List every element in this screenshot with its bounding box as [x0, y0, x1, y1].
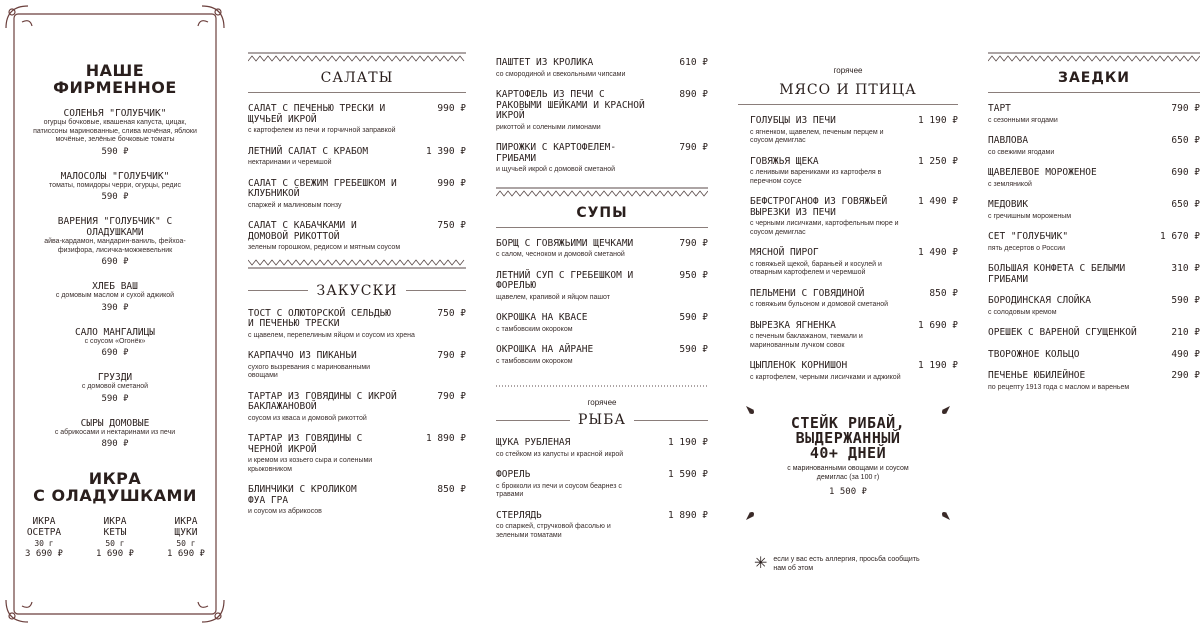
allergy-note: ✳ если у вас есть аллергия, просьба сообщить нам об этом: [754, 553, 920, 572]
list-item: САЛАТ С КАБАЧКАМИ И ДОМОВОЙ РИКОТТОЙ 750 ₽ зеленым горошком, редисом и мятным соусом: [248, 220, 466, 251]
list-item: ФОРЕЛЬ 1 590 ₽ с брокколи из печи и соусом беарнез с травами: [496, 469, 708, 498]
list-item: ХЛЕБ ВАШ с домовым маслом и сухой аджикой 390 ₽: [55, 281, 175, 313]
list-item: ВАРЕНИЯ "ГОЛУБЧИК" С ОЛАДУШКАМИ айва-кардамон, мандарин-ваниль, фейхоа-физифора, лисичка-можжевельник 690 ₽: [44, 216, 186, 267]
list-item: ГРУЗДИ с домовой сметаной 590 ₽: [81, 372, 149, 404]
zigzag-divider: [988, 52, 1200, 62]
list-item: ГОВЯЖЬЯ ЩЕКА 1 250 ₽ с ленивыми варениками из картофеля в перечном соусе: [750, 155, 958, 185]
list-item: ТАРТАР ИЗ ГОВЯДИНЫ С ИКРОЙ БАКЛАЖАНОВОЙ 790 ₽ соусом из кваса и домовой рикоттой: [248, 390, 466, 422]
list-item: ПИРОЖКИ С КАРТОФЕЛЕМ-ГРИБАМИ 790 ₽ и щучьей икрой с домовой сметаной: [496, 142, 708, 173]
divider: [738, 104, 958, 105]
list-item: ПЕЧЕНЬЕ ЮБИЛЕЙНОЕ 290 ₽ по рецепту 1913 года с маслом и вареньем: [988, 370, 1200, 391]
section-subtitle-fish: горячее: [587, 398, 617, 407]
zigzag-divider: [496, 187, 708, 197]
section-header-starters: [248, 283, 466, 299]
list-item: ПАВЛОВА 650 ₽ со свежими ягодами: [988, 135, 1200, 156]
list-item: СЫРЫ ДОМОВЫЕ с абрикосами и нектаринами из печи 890 ₽: [54, 417, 176, 449]
list-item: ЛЕТНИЙ САЛАТ С КРАБОМ 1 390 ₽ нектаринами и черемшой: [248, 145, 466, 166]
section-header-fish: [496, 412, 708, 428]
list-item: КАРПАЧЧО ИЗ ПИКАНЬИ 790 ₽ сухого вызревания с маринованными овощами: [248, 350, 466, 379]
list-item: ЩУКА РУБЛЕНАЯ 1 190 ₽ со стейком из капусты и красной икрой: [496, 437, 708, 458]
list-item: БОЛЬШАЯ КОНФЕТА С БЕЛЫМИ ГРИБАМИ 310 ₽: [988, 263, 1200, 285]
list-item: САЛАТ С СВЕЖИМ ГРЕБЕШКОМ И КЛУБНИКОЙ 990 ₽ спаржей и малиновым понзу: [248, 177, 466, 209]
salads-starters-column: [248, 0, 466, 630]
list-item: ТВОРОЖНОЕ КОЛЬЦО 490 ₽: [988, 348, 1200, 360]
soups-fish-column: [496, 0, 708, 630]
list-item: ГОЛУБЦЫ ИЗ ПЕЧИ 1 190 ₽ с ягненком, щавелем, печеным перцем и соусом демиглас: [750, 115, 958, 144]
meat-column: [738, 0, 958, 630]
list-item: ВЫРЕЗКА ЯГНЕНКА 1 690 ₽ с печеным баклажаном, ткемали и маринованным лучком совок: [750, 319, 958, 349]
list-item: ПАШТЕТ ИЗ КРОЛИКА 610 ₽ со смородиной и свекольными чипсами: [496, 57, 708, 78]
list-item: ЦЫПЛЕНОК КОРНИШОН 1 190 ₽ с картофелем, черными лисичками и аджикой: [750, 360, 958, 381]
dotted-divider: [496, 382, 708, 390]
divider: [988, 92, 1200, 93]
list-item: БЛИНЧИКИ С КРОЛИКОМ ФУА ГРА 850 ₽ и соусом из абрикосов: [248, 484, 466, 515]
section-title-desserts: ЗАЕДКИ: [1058, 70, 1130, 86]
section-title-starters: ЗАКУСКИ: [316, 282, 398, 299]
list-item: СОЛЕНЬЯ "ГОЛУБЧИК" огурцы бочковые, квашеная капуста, цицак, патиссоны маринованные, слива мочёная, яблоки мочёные, зелёные бочковые томаты 590 ₽: [33, 108, 197, 157]
section-title-salads: САЛАТЫ: [320, 70, 394, 86]
divider: [496, 227, 708, 228]
list-item: ТАРТАР ИЗ ГОВЯДИНЫ С ЧЕРНОЙ ИКРОЙ 1 890 ₽ и кремом из козьего сыра и солеными крыжовником: [248, 433, 466, 473]
list-item: САЛО МАНГАЛИЦЫ с соусом «Огонёк» 690 ₽: [74, 326, 156, 358]
section-title-fish: РЫБА: [577, 412, 627, 428]
desserts-column: [988, 0, 1200, 630]
zigzag-divider: [248, 259, 466, 269]
signature-title: НАШЕ ФИРМЕННОЕ: [53, 61, 177, 97]
list-item: ИКРА КЕТЫ 50 г 1 690 ₽: [96, 516, 134, 559]
list-item: МЯСНОЙ ПИРОГ 1 490 ₽ с говяжьей щекой, бараньей и косулей и отварным картофелем и черемшой: [750, 247, 958, 276]
list-item: ОКРОШКА НА АЙРАНЕ 590 ₽ с тамбовским окороком: [496, 344, 708, 365]
section-title-soups: СУПЫ: [576, 204, 628, 221]
caviar-title: ИКРА С ОЛАДУШКАМИ: [33, 469, 197, 505]
steak-special: СТЕЙК РИБАЙ, ВЫДЕРЖАННЫЙ 40+ ДНЕЙ с маринованными овощами и соусом демиглас (за 100 г) 1 500 ₽: [787, 414, 909, 497]
list-item: КАРТОФЕЛЬ ИЗ ПЕЧИ С РАКОВЫМИ ШЕЙКАМИ И КРАСНОЙ ИКРОЙ 890 ₽ рикоттой и солеными лимонами: [496, 89, 708, 131]
list-item: ИКРА ЩУКИ 50 г 1 690 ₽: [167, 516, 205, 559]
list-item: ЛЕТНИЙ СУП С ГРЕБЕШКОМ И ФОРЕЛЬЮ 950 ₽ щавелем, крапивой и яйцом пашот: [496, 269, 708, 301]
list-item: МЕДОВИК 650 ₽ с гречишным мороженым: [988, 199, 1200, 220]
section-subtitle-meat: горячее: [833, 66, 863, 75]
list-item: СТЕРЛЯДЬ 1 890 ₽ со спаржей, стручковой фасолью и зелеными томатами: [496, 509, 708, 539]
list-item: ОРЕШЕК С ВАРЕНОЙ СГУЩЕНКОЙ 210 ₽: [988, 327, 1200, 338]
list-item: СЕТ "ГОЛУБЧИК" 1 670 ₽ пять десертов о России: [988, 231, 1200, 252]
list-item: МАЛОСОЛЫ "ГОЛУБЧИК" томаты, помидоры черри, огурцы, редис 590 ₽: [49, 170, 181, 202]
list-item: БЕФСТРОГАНОФ ИЗ ГОВЯЖЬЕЙ ВЫРЕЗКИ ИЗ ПЕЧИ 1 490 ₽ с черными лисичками, картофельным пюре и соусом демиглас: [750, 196, 958, 236]
signature-column: [0, 0, 230, 630]
section-title-meat: МЯСО И ПТИЦА: [779, 82, 917, 98]
asterisk-icon: ✳: [754, 553, 768, 572]
list-item: ТОСТ С ОЛЮТОРСКОЙ СЕЛЬДЬЮ И ПЕЧЕНЬЮ ТРЕСКИ 750 ₽ с щавелем, перепелиным яйцом и соусом из хрена: [248, 307, 466, 339]
list-item: ПЕЛЬМЕНИ С ГОВЯДИНОЙ 850 ₽ с говяжьим бульоном и домовой сметаной: [750, 287, 958, 308]
list-item: САЛАТ С ПЕЧЕНЬЮ ТРЕСКИ И ЩУЧЬЕЙ ИКРОЙ 990 ₽ с картофелем из печи и горчичной заправкой: [248, 103, 466, 134]
list-item: ИКРА ОСЕТРА 30 г 3 690 ₽: [25, 516, 63, 559]
caviar-list: [0, 516, 230, 560]
list-item: ЩАВЕЛЕВОЕ МОРОЖЕНОЕ 690 ₽ с земляникой: [988, 167, 1200, 188]
list-item: БОРОДИНСКАЯ СЛОЙКА 590 ₽ с солодовым кремом: [988, 295, 1200, 316]
list-item: ТАРТ 790 ₽ с сезонными ягодами: [988, 103, 1200, 124]
list-item: БОРЩ С ГОВЯЖЬИМИ ЩЕЧКАМИ 790 ₽ с салом, чесноком и домовой сметаной: [496, 237, 708, 258]
divider: [248, 92, 466, 93]
list-item: ОКРОШКА НА КВАСЕ 590 ₽ с тамбовским окороком: [496, 312, 708, 333]
zigzag-divider: [248, 52, 466, 62]
